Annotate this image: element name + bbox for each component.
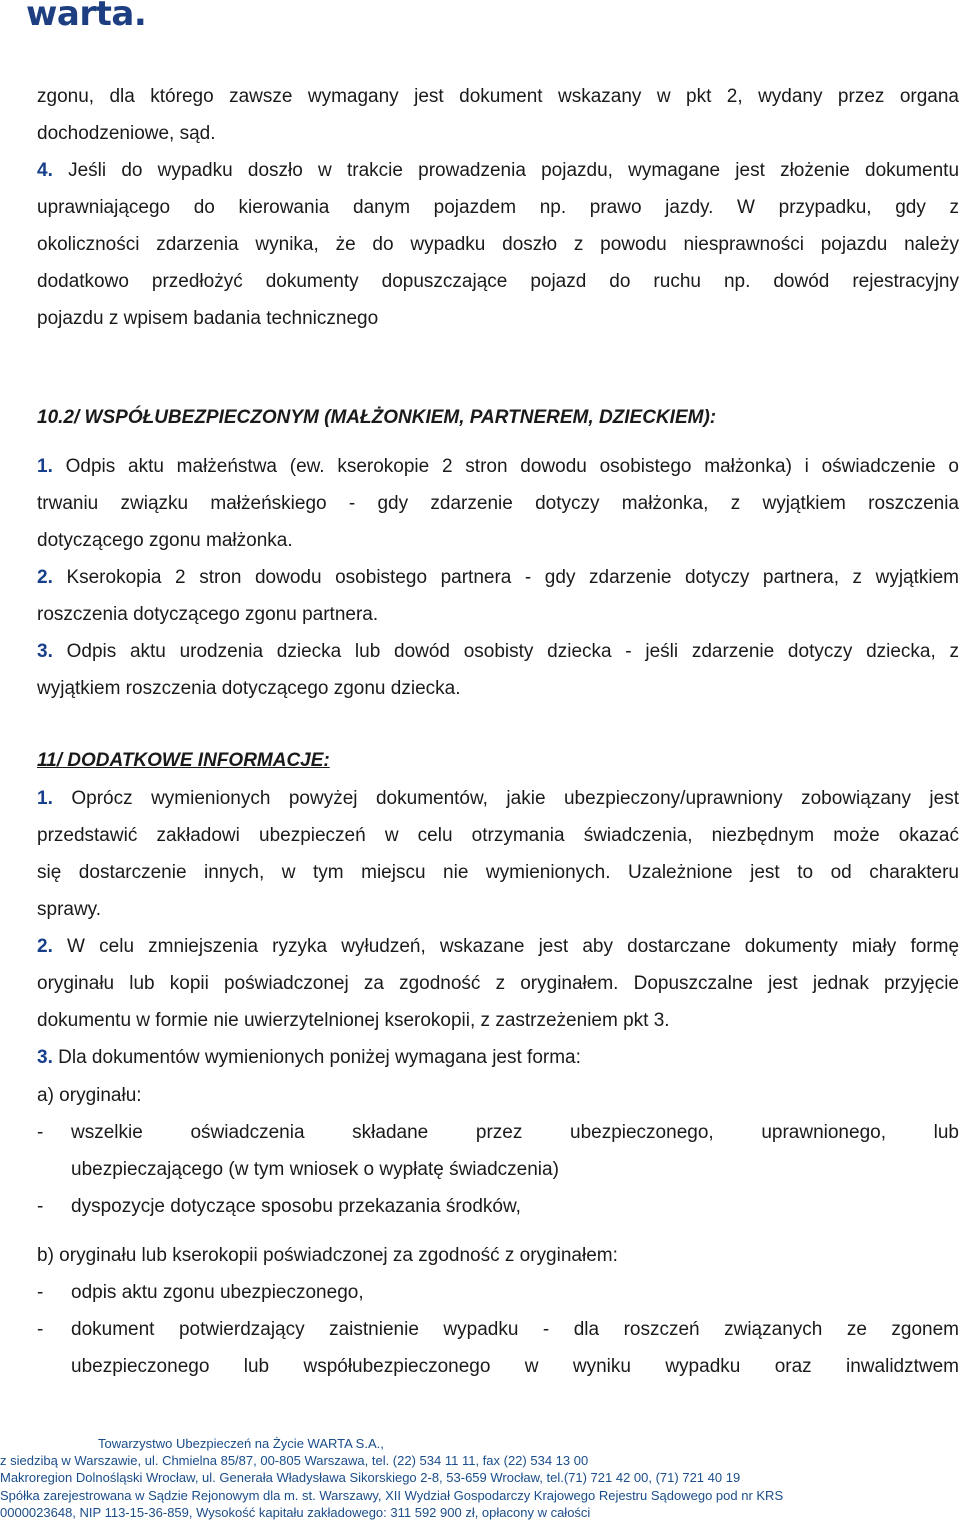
section-10-item-2-line: [37, 565, 959, 591]
item-4-line: [37, 158, 959, 184]
section-11-item-2-line: dokumentu w formie nie uwierzytelnionej kserokopii, z zastrzeżeniem pkt 3.: [37, 1010, 670, 1031]
item-text: ubezpieczonego lub współubezpieczonego w wyniku wypadku oraz inwalidztwem: [71, 1356, 959, 1377]
company-footer: [0, 1435, 960, 1521]
item-text: Odpis aktu małżeństwa (ew. kserokopie 2 stron dowodu osobistego małżonka) i oświadczenie o: [65, 456, 960, 477]
item-number: 1.: [37, 456, 53, 477]
warta-logo: warta.: [26, 0, 147, 34]
item-4-line: uprawniającego do kierowania danym pojazdem np. prawo jazdy. W przypadku, gdy z: [37, 197, 959, 218]
item-text: W celu zmniejszenia ryzyka wyłudzeń, wskazane jest aby dostarczane dokumenty miały formę: [67, 936, 960, 957]
item-4-line: okoliczności zdarzenia wynika, że do wypadku doszło z powodu niesprawności pojazdu należy: [37, 234, 959, 255]
item-text: Odpis aktu urodzenia dziecka lub dowód osobisty dziecka - jeśli zdarzenie dotyczy dziecka, z: [66, 641, 960, 662]
section-11-item-2-line: oryginału lub kopii poświadczonej za zgodność z oryginałem. Dopuszczalne jest jednak przyjęcie: [37, 973, 959, 994]
paragraph-line: dochodzeniowe, sąd.: [37, 123, 216, 144]
section-10-heading: 10.2/ WSPÓŁUBEZPIECZONYM (MAŁŻONKIEM, PARTNEREM, DZIECKIEM):: [37, 407, 717, 428]
sub-a-item: [37, 1120, 959, 1146]
item-text: Dla dokumentów wymienionych poniżej wymagana jest forma:: [58, 1047, 581, 1068]
item-text: ubezpieczającego (w tym wniosek o wypłatę świadczenia): [71, 1159, 559, 1180]
item-text: Jeśli do wypadku doszło w trakcie prowadzenia pojazdu, wymagane jest złożenie dokumentu: [68, 160, 960, 181]
dash-bullet: -: [37, 1319, 44, 1340]
section-11-item-1-line: się dostarczenie innych, w tym miejscu nie wymienionych. Uzależnione jest to od charakteru: [37, 862, 959, 883]
sub-b-item: [37, 1280, 959, 1306]
section-11-item-1-line: [37, 786, 959, 812]
section-11-heading: 11/ DODATKOWE INFORMACJE:: [37, 750, 330, 771]
section-10-item-2-line: roszczenia dotyczącego zgonu partnera.: [37, 604, 379, 625]
dash-bullet: -: [37, 1122, 44, 1143]
item-number: 2.: [37, 567, 53, 588]
section-11-item-1-line: przedstawić zakładowi ubezpieczeń w celu otrzymania świadczenia, niezbędnym może okazać: [37, 825, 959, 846]
item-text: dyspozycje dotyczące sposobu przekazania środków,: [71, 1196, 521, 1217]
section-11-item-2-line: [37, 934, 959, 960]
section-11-item-1-line: sprawy.: [37, 899, 102, 920]
dash-bullet: -: [37, 1196, 44, 1217]
sub-a-label: a) oryginału:: [37, 1085, 142, 1106]
section-10-item-1-line: trwaniu związku małżeńskiego - gdy zdarzenie dotyczy małżonka, z wyjątkiem roszczenia: [37, 493, 959, 514]
footer-line: Towarzystwo Ubezpieczeń na Życie WARTA S.A.,: [98, 1436, 384, 1451]
item-text: wszelkie oświadczenia składane przez ubezpieczonego, uprawnionego, lub: [71, 1122, 959, 1143]
sub-b-item: [37, 1317, 959, 1343]
paragraph-line: zgonu, dla którego zawsze wymagany jest dokument wskazany w pkt 2, wydany przez organa: [37, 86, 959, 107]
section-10-item-1-line: dotyczącego zgonu małżonka.: [37, 530, 293, 551]
sub-b-item-cont: [37, 1354, 959, 1380]
section-10-item-3-line: wyjątkiem roszczenia dotyczącego zgonu dziecka.: [37, 678, 461, 699]
footer-line: 0000023648, NIP 113-15-36-859, Wysokość kapitału zakładowego: 311 592 900 zł, opłacony w całości: [0, 1504, 591, 1520]
item-number: 1.: [37, 788, 53, 809]
section-10-item-3-line: [37, 639, 959, 665]
footer-line: Makroregion Dolnośląski Wrocław, ul. Generała Władysława Sikorskiego 2-8, 53-659 Wrocław, tel.(71) 721 42 00, (71) 721 40 19: [0, 1470, 741, 1486]
dash-bullet: -: [37, 1282, 44, 1303]
item-text: dokument potwierdzający zaistnienie wypadku - dla roszczeń związanych ze zgonem: [71, 1319, 959, 1340]
sub-a-item: [37, 1194, 959, 1220]
item-number: 3.: [37, 641, 53, 662]
item-number: 2.: [37, 936, 53, 957]
item-number: 3.: [37, 1047, 53, 1068]
sub-b-label: b) oryginału lub kserokopii poświadczonej za zgodność z oryginałem:: [37, 1245, 618, 1266]
item-text: odpis aktu zgonu ubezpieczonego,: [71, 1282, 364, 1303]
section-10-item-1-line: [37, 454, 959, 480]
item-text: Oprócz wymienionych powyżej dokumentów, jakie ubezpieczony/uprawniony zobowiązany jest: [71, 788, 959, 809]
item-4-line: pojazdu z wpisem badania technicznego: [37, 308, 379, 329]
item-4-line: dodatkowo przedłożyć dokumenty dopuszczające pojazd do ruchu np. dowód rejestracyjny: [37, 271, 959, 292]
footer-line: Spółka zarejestrowana w Sądzie Rejonowym dla m. st. Warszawy, XII Wydział Gospodarczy Krajowego Rejestru Sądowego pod nr KRS: [0, 1487, 784, 1503]
item-text: Kserokopia 2 stron dowodu osobistego partnera - gdy zdarzenie dotyczy partnera, z wyjątkiem: [66, 567, 960, 588]
footer-line: z siedzibą w Warszawie, ul. Chmielna 85/87, 00-805 Warszawa, tel. (22) 534 11 11, fax (22) 534 13 00: [0, 1453, 589, 1469]
section-11-item-3-line: [37, 1045, 959, 1071]
sub-a-item-cont: [37, 1157, 959, 1183]
item-number: 4.: [37, 160, 53, 181]
